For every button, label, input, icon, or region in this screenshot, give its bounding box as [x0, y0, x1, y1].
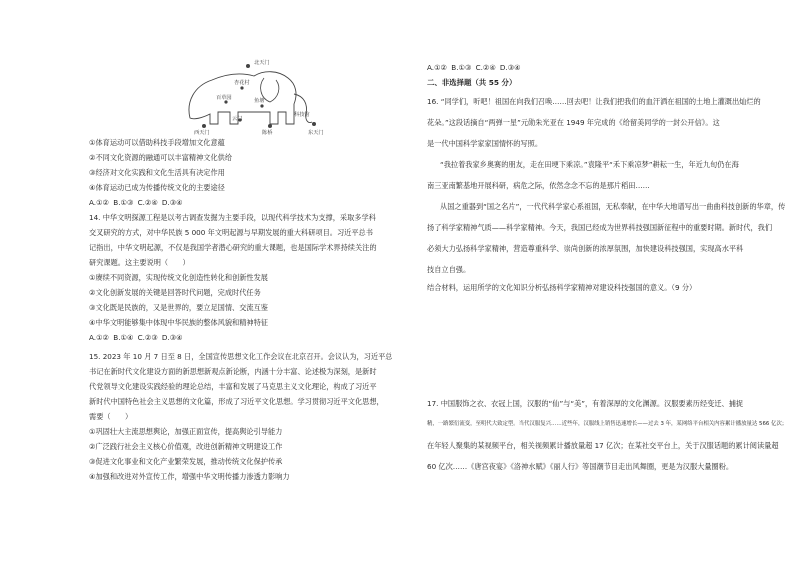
q15-line-2: 书记在新时代文化建设方面的新思想新观点新论断，内涵十分丰富、论述极为深刻，是新时	[89, 367, 377, 376]
q15-choice-b[interactable]: B.①③	[451, 63, 472, 72]
q14-line-4: 研究课题。这主要说明（ ）	[89, 258, 190, 267]
q15-option-4: ④加强和改进对外宣传工作，增强中华文明传播力渗透力影响力	[89, 472, 290, 481]
q13-choices	[89, 198, 184, 207]
q16-task: 结合材料，运用所学的文化知识分析弘扬科学家精神对建设科技强国的意义。（9 分）	[427, 283, 697, 292]
label-lab: 科技馆	[294, 112, 310, 118]
q13-choice-c[interactable]: C.②④	[137, 198, 158, 207]
label-west-gate: 西天门	[194, 130, 210, 136]
q13-option-4: ④体育运动已成为传播传统文化的主要途径	[89, 183, 225, 192]
q17-line-4: 60 亿次……《唐宫夜宴》《洛神水赋》《丽人行》等国潮节目走出风舞圈，更是为汉服大量圈粉。	[427, 462, 734, 471]
q16-para2-line-1: “我拉着我家乡奥赛的朋友，走在田埂下乘凉。”袁隆平“禾下乘凉梦”耕耘一生，年近九旬仍在海	[440, 160, 739, 169]
label-cloud-gate: 云门	[232, 116, 243, 122]
q17-line-2: 精，一路繁衍流变，至明代大致定型。当代汉服复兴……近些年，汉服线上销售迅速增长——过去 3 年，某网络平台相关内容累计播放量达 566 亿次；	[427, 421, 788, 427]
q14-option-3: ③文化既是民族的，又是世界的，要立足国情、交流互鉴	[89, 303, 268, 312]
q13-option-1: ①体育运动可以借助科技手段增加文化意蕴	[89, 138, 225, 147]
q15-line-3: 代党领导文化建设实践经验的理论总结，丰富和发展了马克思主义文化理论，构成了习近平	[89, 382, 377, 391]
section-heading: 二、非选择题（共 55 分）	[427, 78, 517, 87]
q14-choice-d[interactable]: D.③④	[161, 333, 183, 342]
q14-line-1: 14. 中华文明探源工程是以考古调查发掘为主要手段，以现代科学技术为支撑，采取多学科	[89, 213, 376, 222]
q13-option-3: ③经济对文化实践和文化生活具有决定作用	[89, 168, 225, 177]
label-chenqiao: 陈桥	[262, 130, 273, 136]
q16-line-1: 16. “同学们，听吧！祖国在向我们召唤……回去吧！让我们把我们的血汗洒在祖国的土地上灌溉出灿烂的	[427, 97, 761, 106]
q14-option-1: ①赓续不同资源，实现传统文化创造性转化和创新性发展	[89, 273, 268, 282]
q16-para3-line-1: 从国之重器到“国之名片”，一代代科学家心系祖国，无私奉献，在中华大地谱写出一曲曲科技创新的华章，传	[440, 202, 786, 211]
q13-choice-a[interactable]: A.①②	[89, 198, 109, 207]
q14-line-3: 记指出，中华文明起源，不仅是我国学者潜心研究的重大课题，也是国际学术界持续关注的	[89, 243, 377, 252]
elephant-trunk	[294, 94, 312, 123]
q14-choice-b[interactable]: B.①④	[113, 333, 134, 342]
q14-choices	[89, 333, 184, 342]
q14-choice-a[interactable]: A.①②	[89, 333, 109, 342]
q15-option-3: ③促进文化事业和文化产业繁荣发展，推动传统文化保护传承	[89, 457, 283, 466]
q14-option-2: ②文化创新发展的关键是回答时代问题，完成时代任务	[89, 288, 261, 297]
north-gate-marker	[246, 64, 250, 68]
q16-line-2: 花朵。”这段话摘自“两弹一星”元勋朱光亚在 1949 年完成的《给留美同学的一封公开信》。这	[427, 118, 720, 127]
q16-para2-line-2: 南三亚南繁基地开展科研，病危之际，依然念念不忘的是那片稻田……	[427, 181, 650, 190]
q16-line-3: 是一代中国科学家家国情怀的写照。	[427, 139, 543, 148]
q15-choice-d[interactable]: D.③④	[499, 63, 521, 72]
q13-option-2: ②不同文化资源的融通可以丰富精神文化供给	[89, 153, 233, 162]
q14-choice-c[interactable]: C.②③	[137, 333, 158, 342]
xinglu-marker	[240, 86, 243, 89]
map-figure	[178, 58, 330, 138]
q16-para3-line-2: 扬了科学家精神气质——科学家精神。今天，我国已经成为世界科技强国新征程中的重要时期。新时代，我们	[427, 223, 773, 232]
q15-choice-c[interactable]: C.②④	[475, 63, 496, 72]
q15-line-4: 新时代中国特色社会主义思想的文化篇，形成了习近平文化思想。学习贯彻习近平文化思想，	[89, 397, 384, 406]
q15-option-2: ②广泛践行社会主义核心价值观，改进创新精神文明建设工作	[89, 442, 283, 451]
q15-line-1: 15. 2023 年 10 月 7 日至 8 日，全国宣传思想文化工作会议在北京召开。会议认为，习近平总	[89, 352, 393, 361]
q13-choice-b[interactable]: B.①③	[113, 198, 134, 207]
west-gate-marker	[202, 124, 206, 128]
label-east-gate: 东天门	[308, 130, 324, 136]
q17-line-1: 17. 中国服饰之衣、衣冠上国，汉服的“仙”与“美”，有着深厚的文化渊源。汉服要素历经变迁、捕捉	[427, 399, 744, 408]
chenqiao-marker	[268, 124, 272, 128]
label-yutang: 鱼塘	[254, 98, 265, 104]
q14-line-2: 交叉研究的方式，对中华民族 5 000 年文明起源与早期发展的重大科研项目。习近平总书	[89, 228, 373, 237]
lab-marker	[260, 104, 263, 107]
q15-option-1: ①巩固壮大主流思想舆论，加强正面宣传，提高舆论引导能力	[89, 427, 283, 436]
q17-line-3: 在年轻人聚集的某视频平台，相关视频累计播放量超 17 亿次；在某社交平台上，关于汉服话题的累计阅读量超	[427, 441, 779, 450]
q15-choices	[427, 63, 522, 72]
q16-para3-line-3: 必须大力弘扬科学家精神，营造尊重科学、崇尚创新的浓厚氛围，加快建设科技强国，实现高水平科	[427, 244, 744, 253]
q14-option-4: ④中华文明能够集中体现中华民族的整体风貌和精神特征	[89, 318, 268, 327]
q13-choice-d[interactable]: D.③④	[161, 198, 183, 207]
q15-choice-a[interactable]: A.①②	[427, 63, 447, 72]
label-north-gate: 北天门	[254, 60, 270, 66]
label-baihua: 百草园	[216, 95, 232, 101]
label-xinglu: 杏花村	[234, 80, 250, 86]
q16-para3-line-4: 技自立自强。	[427, 265, 471, 274]
east-gate-marker	[312, 122, 316, 126]
q15-line-5: 需要（ ）	[89, 412, 133, 421]
